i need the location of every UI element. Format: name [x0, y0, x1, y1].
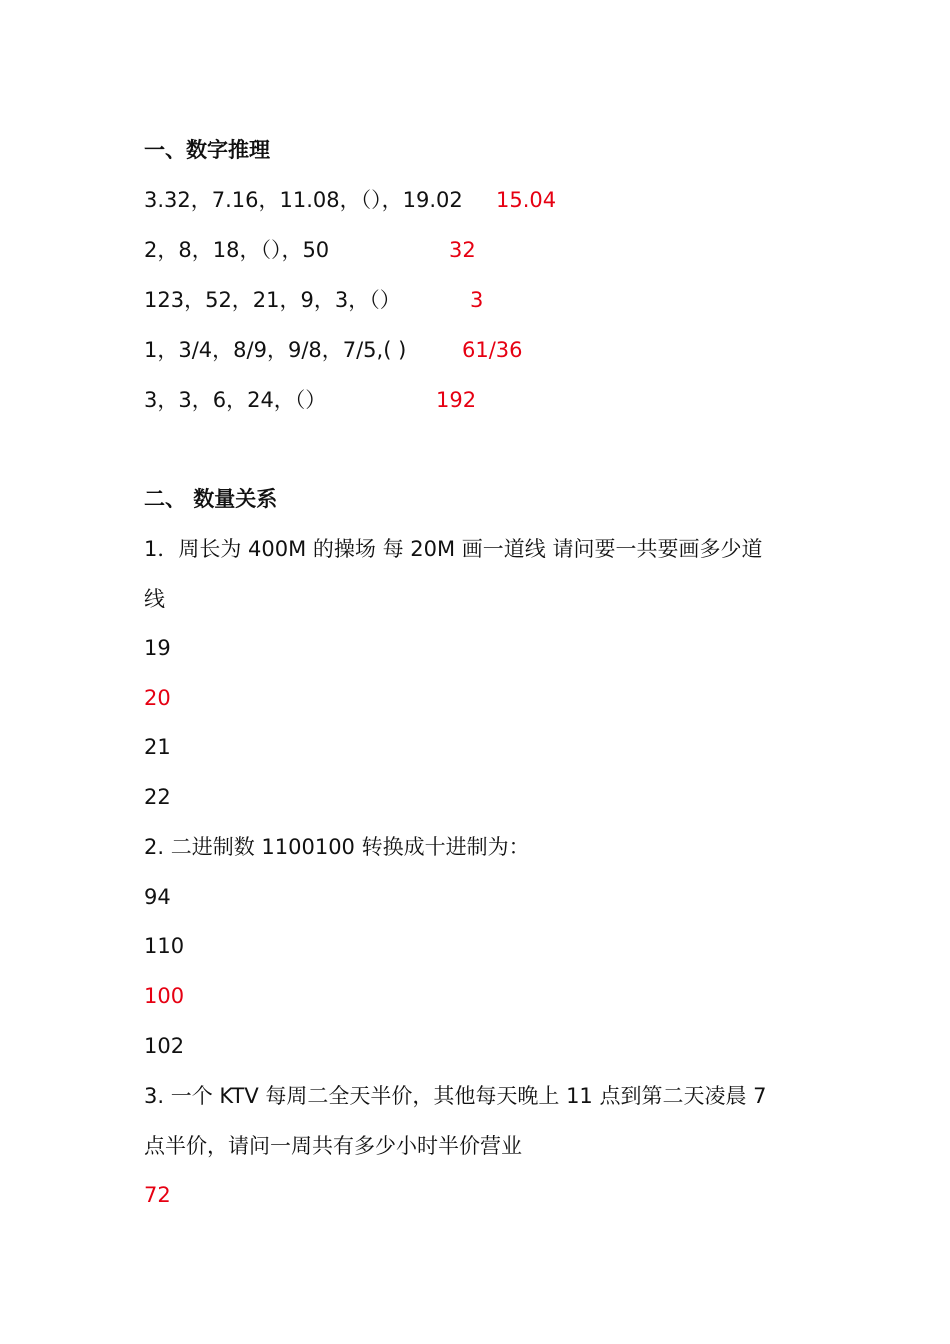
question-2-1-line2: 线 — [144, 587, 165, 611]
question-2-3-line2: 点半价，请问一周共有多少小时半价营业 — [144, 1134, 522, 1158]
section-title-quantity-relations: 二、 数量关系 — [144, 487, 278, 511]
question-1-2: 2，8，18，（），50 — [144, 238, 330, 262]
question-1-3: 123，52，21，9，3，（） — [144, 288, 401, 312]
option-2-2-a: 94 — [144, 885, 171, 909]
answer-1-5: 192 — [436, 388, 477, 412]
answer-1-2: 32 — [449, 238, 476, 262]
option-2-3-a-correct: 72 — [144, 1183, 171, 1207]
option-2-2-b: 110 — [144, 934, 185, 958]
question-2-2-line1: 2. 二进制数 1100100 转换成十进制为： — [144, 835, 530, 859]
question-2-3-line1: 3. 一个 KTV 每周二全天半价，其他每天晚上 11 点到第二天凌晨 7 — [144, 1084, 767, 1108]
answer-1-1: 15.04 — [496, 188, 557, 212]
answer-1-3: 3 — [470, 288, 484, 312]
option-2-1-c: 21 — [144, 735, 171, 759]
section-title-number-reasoning: 一、数字推理 — [144, 138, 270, 162]
question-1-1: 3.32，7.16，11.08，（），19.02 — [144, 188, 463, 212]
option-2-1-b-correct: 20 — [144, 686, 171, 710]
option-2-1-a: 19 — [144, 636, 171, 660]
option-2-2-d: 102 — [144, 1034, 185, 1058]
option-2-2-c-correct: 100 — [144, 984, 185, 1008]
question-2-1-line1: 1．周长为 400M 的操场 每 20M 画一道线 请问要一共要画多少道 — [144, 537, 763, 561]
option-2-1-d: 22 — [144, 785, 171, 809]
question-1-4: 1，3/4，8/9，9/8，7/5,( ) — [144, 338, 407, 362]
answer-1-4: 61/36 — [462, 338, 523, 362]
question-1-5: 3，3，6，24，（） — [144, 388, 327, 412]
